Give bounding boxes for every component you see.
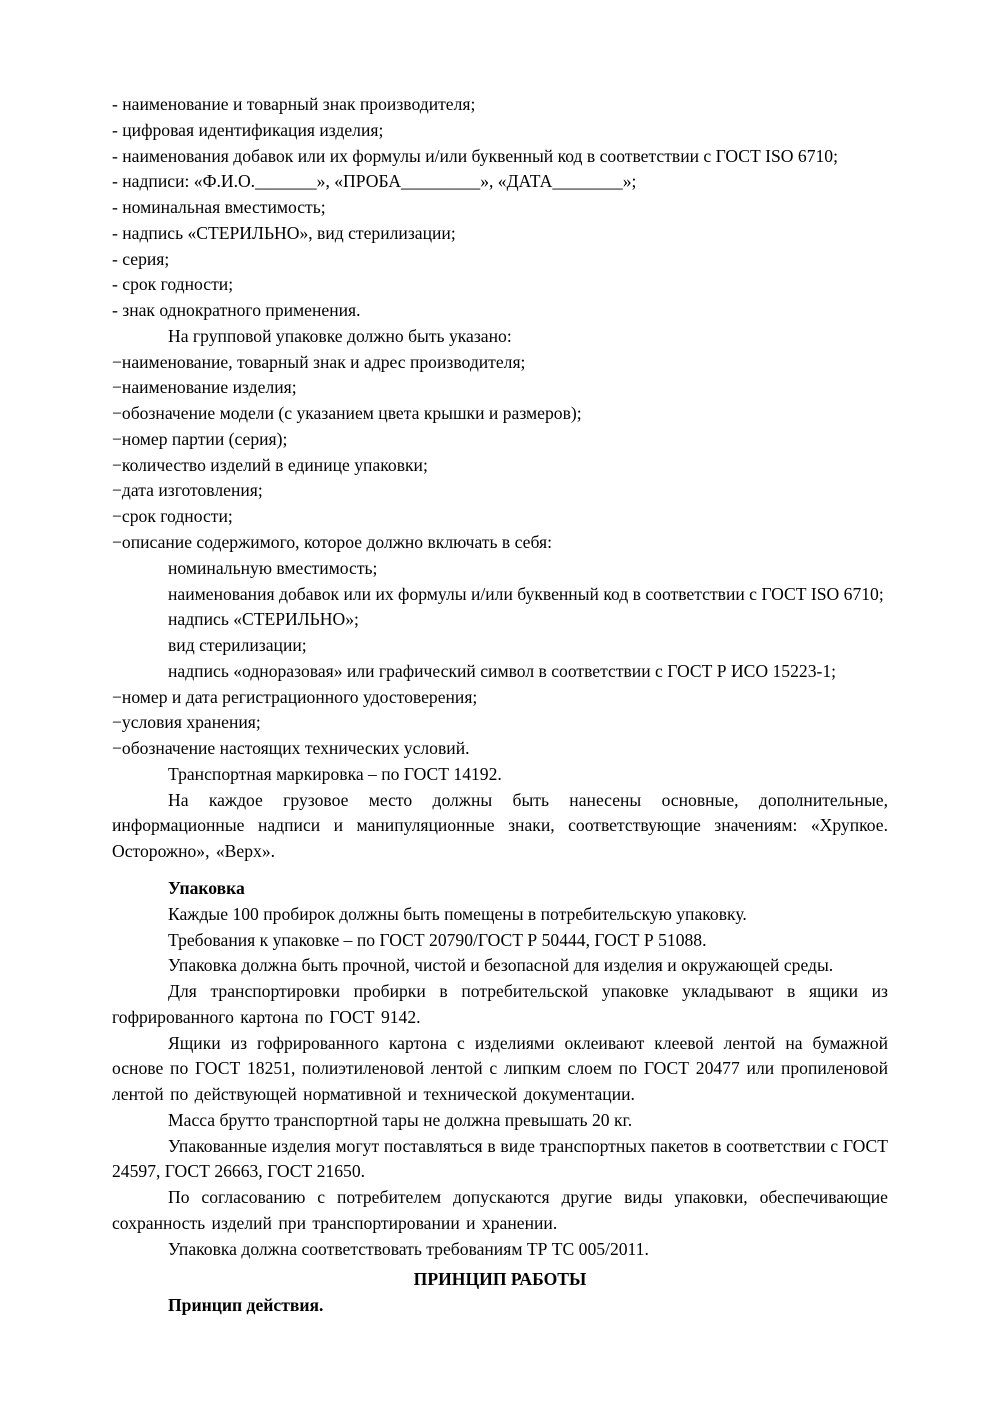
packaging-paragraph: По согласованию с потребителем допускаются другие виды упаковки, обеспечивающие сохранность изделий при транспортировании и хранении. [112,1187,888,1233]
content-subitem: номинальную вместимость; [168,557,378,578]
marking-item: - номинальная вместимость; [112,197,326,218]
content-subitem: надпись «одноразовая» или графический символ в соответствии с ГОСТ Р ИСО 15223-1; [168,660,837,681]
group-pack-item: −наименование изделия; [112,377,297,398]
marking-item: - цифровая идентификация изделия; [112,119,384,140]
principle-subtitle: Принцип действия. [168,1295,324,1316]
marking-item: - наименование и товарный знак производителя; [112,94,476,114]
packaging-paragraph: Для транспортировки пробирки в потребительской упаковке укладывают в ящики из гофрированного картона по ГОСТ 9142. [112,981,888,1027]
marking-item: - серия; [112,248,170,269]
content-subitem: наименования добавок или их формулы и/или буквенный код в соответствии с ГОСТ ISO 6710; [168,583,884,604]
group-pack-item: −номер и дата регистрационного удостоверения; [112,686,478,707]
group-pack-item: −наименование, товарный знак и адрес производителя; [112,351,526,372]
group-pack-item: −номер партии (серия); [112,428,288,449]
packaging-paragraph: Упакованные изделия могут поставляться в виде транспортных пакетов в соответствии с ГОСТ 24597, ГОСТ 26663, ГОСТ 21650. [112,1135,888,1182]
spacer [112,865,888,876]
marking-item: - срок годности; [112,274,234,295]
packaging-heading: Упаковка [168,877,245,898]
content-subitem: надпись «СТЕРИЛЬНО»; [168,609,359,630]
packaging-paragraph: Масса брутто транспортной тары не должна превышать 20 кг. [168,1109,633,1130]
marking-item: - надписи: «Ф.И.О._______», «ПРОБА_________», «ДАТА________»; [112,171,637,192]
group-pack-item: −срок годности; [112,506,233,527]
transport-marking-paragraph: Транспортная маркировка – по ГОСТ 14192. [168,763,502,784]
marking-item: - знак однократного применения. [112,300,361,321]
packaging-paragraph: Упаковка должна быть прочной, чистой и безопасной для изделия и окружающей среды. [168,955,834,976]
group-pack-item: −обозначение настоящих технических условий. [112,738,470,759]
group-pack-item: −обозначение модели (с указанием цвета крышки и размеров); [112,403,582,424]
group-pack-item: −дата изготовления; [112,480,263,501]
content-subitem: вид стерилизации; [168,635,307,656]
cargo-paragraph: На каждое грузовое место должны быть нанесены основные, дополнительные, информационные надписи и манипуляционные знаки, соответствующие значениям: «Хрупкое. Осторожно», «Верх». [112,789,888,862]
principle-title: ПРИНЦИП РАБОТЫ [413,1269,587,1290]
marking-item: - наименования добавок или их формулы и/или буквенный код в соответствии с ГОСТ ISO 6710; [112,145,838,166]
packaging-paragraph: Требования к упаковке – по ГОСТ 20790/ГОСТ Р 50444, ГОСТ Р 51088. [168,929,707,950]
packaging-paragraph: Ящики из гофрированного картона с изделиями оклеивают клеевой лентой на бумажной основе по ГОСТ 18251, полиэтиленовой лентой с липким слоем по ГОСТ 20477 или пропиленовой лентой по действующей нормативной и технической документации. [112,1032,888,1105]
group-pack-item: −условия хранения; [112,712,261,733]
document-body [112,92,888,1319]
group-pack-item: −описание содержимого, которое должно включать в себя: [112,532,552,553]
packaging-paragraph: Упаковка должна соответствовать требованиям ТР ТС 005/2011. [168,1238,649,1259]
group-pack-item: −количество изделий в единице упаковки; [112,454,428,475]
group-pack-intro: На групповой упаковке должно быть указано: [168,325,512,346]
marking-item: - надпись «СТЕРИЛЬНО», вид стерилизации; [112,222,456,243]
packaging-paragraph: Каждые 100 пробирок должны быть помещены в потребительскую упаковку. [168,903,747,924]
